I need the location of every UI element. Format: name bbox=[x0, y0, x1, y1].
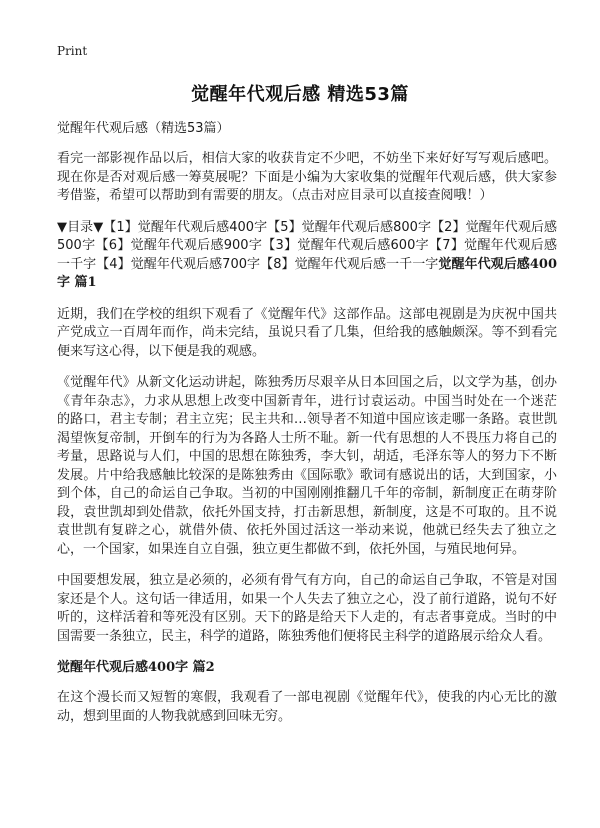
toc-link-2[interactable]: 【2】觉醒年代观后感500字 bbox=[57, 219, 557, 253]
section-1-paragraph-2: 《觉醒年代》从新文化运动讲起，陈独秀历尽艰辛从日本回国之后，以文学为基，创办《青年杂志》，力求从思想上改变中国新青年，进行讨袁运动。中国当时处在一个迷茫的路口，君主专制；君主立宪；民主共和…领导者不知道中国应该走哪一条路。袁世凯渴望恢复帝制，开倒车的行为为各路人士所不耻。新一代有思想的人不畏压力将自己的考量，思路说与人们，中国的思想在陈独秀，李大钊，胡适，毛泽东等人的努力下不断发展。片中给我感触比较深的是陈独秀由《国际歌》歌词有感说出的话，大到国家，小到个体，自己的命运自己争取。当初的中国刚刚推翻几千年的帝制，新制度正在萌芽阶段，袁世凯却到处借款，依托外国支持，打击新思想，新制度，这是不可取的。且不说袁世凯有复辟之心，就借外债、依托外国过活这一举动来说，他就已经失去了独立之心，一个国家，如果连自立自强，独立更生都做不到，依托外国，与殖民地何异。 bbox=[57, 375, 557, 557]
section-1-paragraph-1: 近期，我们在学校的组织下观看了《觉醒年代》这部作品。这部电视剧是为庆祝中国共产党成立一百周年而作，尚未完结，虽说只看了几集，但给我的感触颇深。等不到看完便来写这心得，以下便是我的观感。 bbox=[57, 306, 557, 359]
section-1-heading: 觉醒年代观后感400字 篇1 bbox=[57, 256, 557, 290]
intro-paragraph: 看完一部影视作品以后，相信大家的收获肯定不少吧，不妨坐下来好好写写观后感吧。现在你是否对观后感一筹莫展呢？下面是小编为大家收集的觉醒年代观后感，供大家参考借鉴，希望可以帮助到有需要的朋友。（点击对应目录可以直接查阅哦！） bbox=[57, 151, 557, 203]
toc-link-3[interactable]: 【3】觉醒年代观后感600字 bbox=[262, 238, 429, 253]
toc-link-4[interactable]: 【4】觉醒年代观后感700字 bbox=[96, 256, 261, 272]
section-2-paragraph-1: 在这个漫长而又短暂的寒假，我观看了一部电视剧《觉醒年代》，使我的内心无比的激动，想到里面的人物我就感到回味无穷。 bbox=[57, 690, 557, 724]
toc-link-5[interactable]: 【5】觉醒年代观后感800字 bbox=[267, 219, 432, 235]
toc-link-7[interactable]: 【7】觉醒年代观后感一千字 bbox=[57, 238, 557, 272]
table-of-contents bbox=[57, 219, 557, 293]
toc-link-1[interactable]: 【1】觉醒年代观后感400字 bbox=[103, 219, 268, 235]
toc-link-8[interactable]: 【8】觉醒年代观后感一千一字 bbox=[260, 256, 439, 272]
print-label[interactable]: Print bbox=[57, 44, 88, 58]
section-2-heading: 觉醒年代观后感400字 篇2 bbox=[57, 660, 215, 675]
section-1-paragraph-3: 中国要想发展，独立是必须的，必须有骨气有方向，自己的命运自己争取，不管是对国家还是个人。这句话一律适用，如果一个人失去了独立之心，没了前行道路，说句不好听的，这样活着和等死没有区别。天下的路是给天下人走的，有志者事竟成。当时的中国需要一条独立，民主，科学的道路，陈独秀他们便将民主科学的道路展示给众人看。 bbox=[57, 573, 557, 644]
toc-prefix: ▼目录▼ bbox=[57, 219, 104, 235]
document-title: 觉醒年代观后感 精选53篇 bbox=[191, 84, 409, 105]
subtitle: 觉醒年代观后感（精选53篇） bbox=[57, 121, 230, 136]
toc-link-6[interactable]: 【6】觉醒年代观后感900字 bbox=[95, 238, 263, 253]
document-body bbox=[57, 120, 557, 739]
